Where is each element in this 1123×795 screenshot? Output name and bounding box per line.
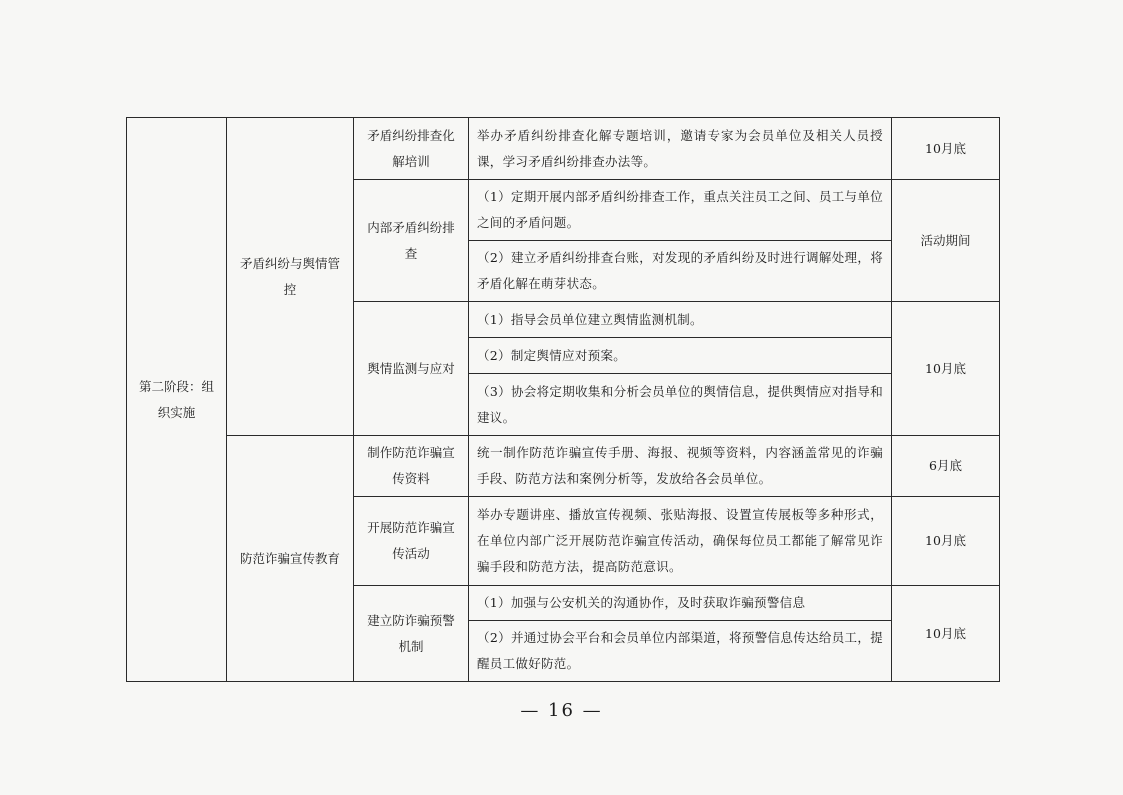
deadline-cell: 10月底 — [892, 302, 1000, 436]
item-detail-cell: 统一制作防范诈骗宣传手册、海报、视频等资料，内容涵盖常见的诈骗手段、防范方法和案例分析等，发放给各会员单位。 — [469, 436, 892, 497]
table-row — [127, 118, 1000, 180]
item-detail-cell: 举办专题讲座、播放宣传视频、张贴海报、设置宣传展板等多种形式，在单位内部广泛开展防范诈骗宣传活动，确保每位员工都能了解常见诈骗手段和防范方法，提高防范意识。 — [469, 497, 892, 586]
item-detail-cell: （2）建立矛盾纠纷排查台账，对发现的矛盾纠纷及时进行调解处理，将矛盾化解在萌芽状态。 — [469, 241, 892, 302]
category-cell: 矛盾纠纷与舆情管控 — [227, 118, 354, 436]
stage-cell: 第二阶段：组织实施 — [127, 118, 227, 682]
item-name-cell: 制作防范诈骗宣传资料 — [354, 436, 469, 497]
item-name-cell: 矛盾纠纷排查化解培训 — [354, 118, 469, 180]
item-detail-cell: （2）制定舆情应对预案。 — [469, 338, 892, 374]
item-detail-cell: （1）加强与公安机关的沟通协作，及时获取诈骗预警信息 — [469, 586, 892, 621]
table-row — [127, 436, 1000, 497]
item-detail-cell: （2）并通过协会平台和会员单位内部渠道，将预警信息传达给员工，提醒员工做好防范。 — [469, 621, 892, 682]
plan-table — [126, 117, 1000, 682]
item-detail-cell: （1）指导会员单位建立舆情监测机制。 — [469, 302, 892, 338]
deadline-cell: 活动期间 — [892, 180, 1000, 302]
item-detail-cell: （1）定期开展内部矛盾纠纷排查工作，重点关注员工之间、员工与单位之间的矛盾问题。 — [469, 180, 892, 241]
item-name-cell: 舆情监测与应对 — [354, 302, 469, 436]
item-detail-cell: （3）协会将定期收集和分析会员单位的舆情信息，提供舆情应对指导和建议。 — [469, 374, 892, 436]
deadline-cell: 6月底 — [892, 436, 1000, 497]
page-number: — 16 — — [520, 700, 603, 721]
item-detail-cell: 举办矛盾纠纷排查化解专题培训，邀请专家为会员单位及相关人员授课，学习矛盾纠纷排查办法等。 — [469, 118, 892, 180]
item-name-cell: 内部矛盾纠纷排查 — [354, 180, 469, 302]
item-name-cell: 建立防诈骗预警机制 — [354, 586, 469, 682]
deadline-cell: 10月底 — [892, 497, 1000, 586]
deadline-cell: 10月底 — [892, 586, 1000, 682]
category-cell: 防范诈骗宣传教育 — [227, 436, 354, 682]
deadline-cell: 10月底 — [892, 118, 1000, 180]
item-name-cell: 开展防范诈骗宣传活动 — [354, 497, 469, 586]
